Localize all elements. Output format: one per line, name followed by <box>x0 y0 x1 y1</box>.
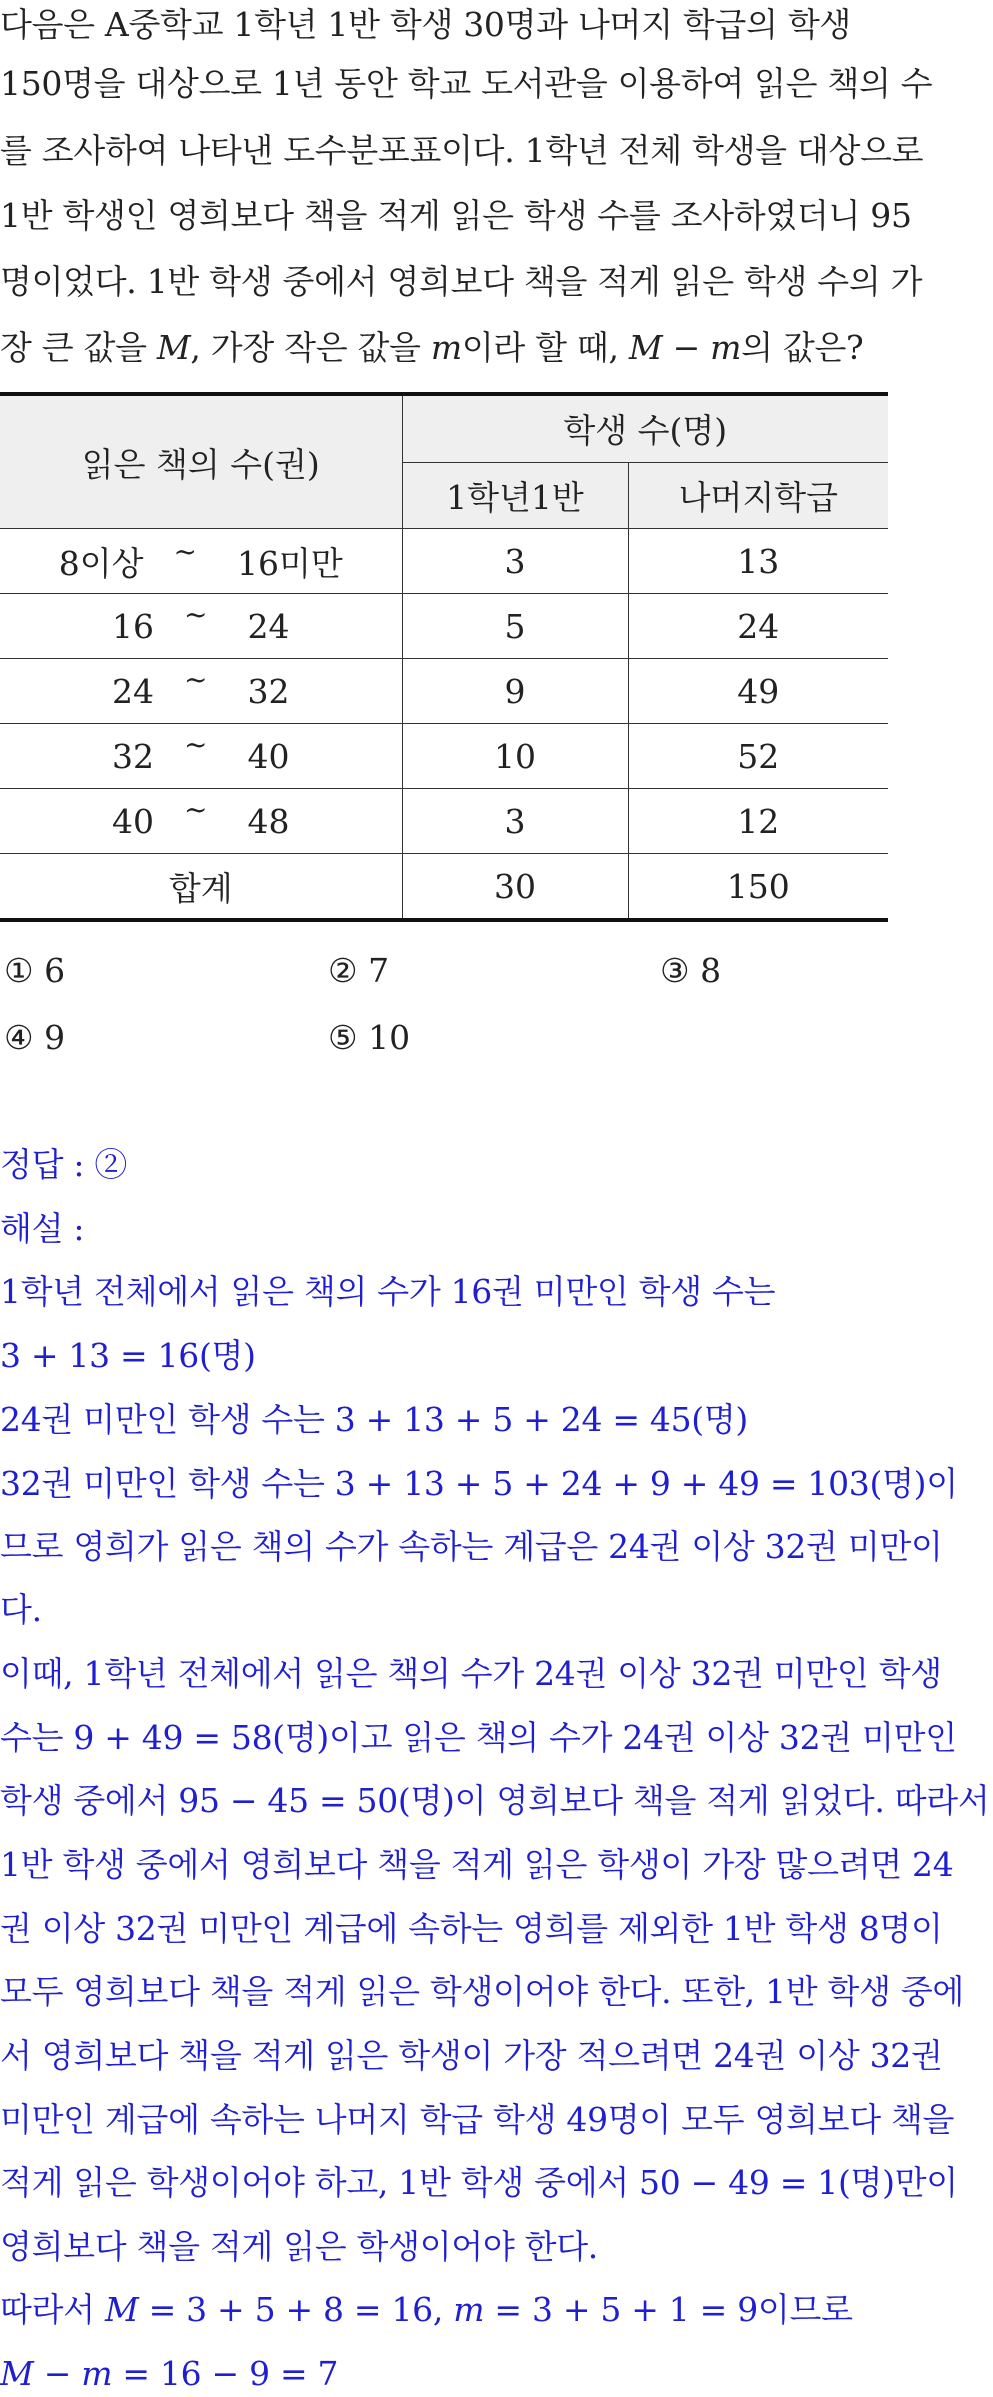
question-line-4: 1반 학생인 영희보다 책을 적게 읽은 학생 수를 조사하였더니 95 <box>0 196 912 235</box>
header-students: 학생 수(명) <box>402 394 888 462</box>
table-row <box>0 789 888 854</box>
explanation-line: 모두 영희보다 책을 적게 읽은 학생이어야 한다. 또한, 1반 학생 중에 <box>0 1972 965 2011</box>
range-from: 32 <box>112 736 155 776</box>
range-to: 48 <box>247 801 290 841</box>
header-books: 읽은 책의 수(권) <box>0 394 402 529</box>
explanation-line: 미만인 계급에 속하는 나머지 학급 학생 49명이 모두 영희보다 책을 <box>0 2100 955 2139</box>
question-text: 장 큰 값을 <box>0 328 157 367</box>
question-line-6 <box>0 328 993 368</box>
range-cell <box>0 659 402 724</box>
explanation-label: 해설 : <box>0 1209 85 1248</box>
class1-cell: 3 <box>402 529 628 594</box>
table-row <box>0 724 888 789</box>
explanation-line: 영희보다 책을 적게 읽은 학생이어야 한다. <box>0 2227 598 2266</box>
question-text: 의 값은? <box>741 328 864 367</box>
question-text: , 가장 작은 값을 <box>190 328 431 367</box>
total-other: 150 <box>628 854 888 921</box>
var-m: m <box>453 2290 485 2329</box>
range-to: 16미만 <box>236 543 343 583</box>
total-row <box>0 854 888 921</box>
choice-1[interactable]: ① 6 <box>4 951 66 990</box>
range-to: 40 <box>247 736 290 776</box>
final-text: = 3 + 5 + 8 = 16, <box>138 2290 454 2329</box>
explanation-line: 1학년 전체에서 읽은 책의 수가 16권 미만인 학생 수는 <box>0 1272 776 1311</box>
expression: M − m <box>628 328 742 367</box>
final-text: 따라서 <box>0 2290 105 2329</box>
explanation-line: 32권 미만인 학생 수는 3 + 13 + 5 + 24 + 9 + 49 = 103(명)이 <box>0 1464 958 1503</box>
choice-2[interactable]: ② 7 <box>328 951 390 990</box>
total-label: 합계 <box>0 854 402 921</box>
explanation-line: 1반 학생 중에서 영희보다 책을 적게 읽은 학생이 가장 많으려면 24 <box>0 1845 954 1884</box>
class1-cell: 9 <box>402 659 628 724</box>
other-cell: 24 <box>628 594 888 659</box>
range-cell <box>0 529 402 594</box>
var-M: M <box>156 328 191 367</box>
range-cell <box>0 724 402 789</box>
other-cell: 12 <box>628 789 888 854</box>
class1-cell: 10 <box>402 724 628 789</box>
final-line-1 <box>0 2290 993 2330</box>
choice-3[interactable]: ③ 8 <box>660 951 722 990</box>
final-line-2 <box>0 2354 993 2394</box>
answer-label: 정답 : ② <box>0 1145 128 1184</box>
explanation-line: 수는 9 + 49 = 58(명)이고 읽은 책의 수가 24권 이상 32권 미만인 <box>0 1718 957 1757</box>
explanation-line: 24권 미만인 학생 수는 3 + 13 + 5 + 24 = 45(명) <box>0 1400 748 1439</box>
other-cell: 13 <box>628 529 888 594</box>
range-tilde: ~ <box>184 662 208 696</box>
range-tilde: ~ <box>173 534 197 568</box>
var-M: M <box>104 2290 139 2329</box>
range-from: 16 <box>112 606 155 646</box>
question-line-2: 150명을 대상으로 1년 동안 학교 도서관을 이용하여 읽은 책의 수 <box>0 64 933 103</box>
range-from: 8이상 <box>58 543 144 583</box>
var-m: m <box>430 328 462 367</box>
question-line-1: 다음은 A중학교 1학년 1반 학생 30명과 나머지 학급의 학생 <box>0 5 851 44</box>
explanation-line: 3 + 13 = 16(명) <box>0 1336 256 1375</box>
explanation-line: 므로 영희가 읽은 책의 수가 속하는 계급은 24권 이상 32권 미만이 <box>0 1527 943 1566</box>
explanation-line: 다. <box>0 1590 42 1629</box>
range-tilde: ~ <box>184 597 208 631</box>
var-m: m <box>81 2354 113 2393</box>
question-line-3: 를 조사하여 나타낸 도수분포표이다. 1학년 전체 학생을 대상으로 <box>0 131 924 170</box>
table-row <box>0 529 888 594</box>
header-class1: 1학년1반 <box>402 462 628 528</box>
range-from: 24 <box>112 671 155 711</box>
range-cell <box>0 789 402 854</box>
question-line-5: 명이었다. 1반 학생 중에서 영희보다 책을 적게 읽은 학생 수의 가 <box>0 262 923 301</box>
table-row <box>0 594 888 659</box>
frequency-table <box>0 392 888 922</box>
range-tilde: ~ <box>184 792 208 826</box>
range-cell <box>0 594 402 659</box>
header-other: 나머지학급 <box>628 462 888 528</box>
class1-cell: 5 <box>402 594 628 659</box>
range-tilde: ~ <box>184 727 208 761</box>
final-text: − <box>33 2354 82 2393</box>
explanation-line: 권 이상 32권 미만인 계급에 속하는 영희를 제외한 1반 학생 8명이 <box>0 1909 943 1948</box>
total-class1: 30 <box>402 854 628 921</box>
range-from: 40 <box>112 801 155 841</box>
var-M: M <box>0 2354 34 2393</box>
range-to: 24 <box>247 606 290 646</box>
table-row <box>0 659 888 724</box>
other-cell: 49 <box>628 659 888 724</box>
class1-cell: 3 <box>402 789 628 854</box>
explanation-line: 학생 중에서 95 − 45 = 50(명)이 영희보다 책을 적게 읽었다. 따라서 <box>0 1781 990 1820</box>
question-text: 이라 할 때, <box>461 328 629 367</box>
explanation-line: 적게 읽은 학생이어야 하고, 1반 학생 중에서 50 − 49 = 1(명)만이 <box>0 2163 958 2202</box>
choice-4[interactable]: ④ 9 <box>4 1018 66 1057</box>
range-to: 32 <box>247 671 290 711</box>
final-text: = 16 − 9 = 7 <box>112 2354 339 2393</box>
final-text: = 3 + 5 + 1 = 9이므로 <box>484 2290 853 2329</box>
explanation-line: 이때, 1학년 전체에서 읽은 책의 수가 24권 이상 32권 미만인 학생 <box>0 1654 942 1693</box>
choice-5[interactable]: ⑤ 10 <box>328 1018 411 1057</box>
explanation-line: 서 영희보다 책을 적게 읽은 학생이 가장 적으려면 24권 이상 32권 <box>0 2036 943 2075</box>
other-cell: 52 <box>628 724 888 789</box>
